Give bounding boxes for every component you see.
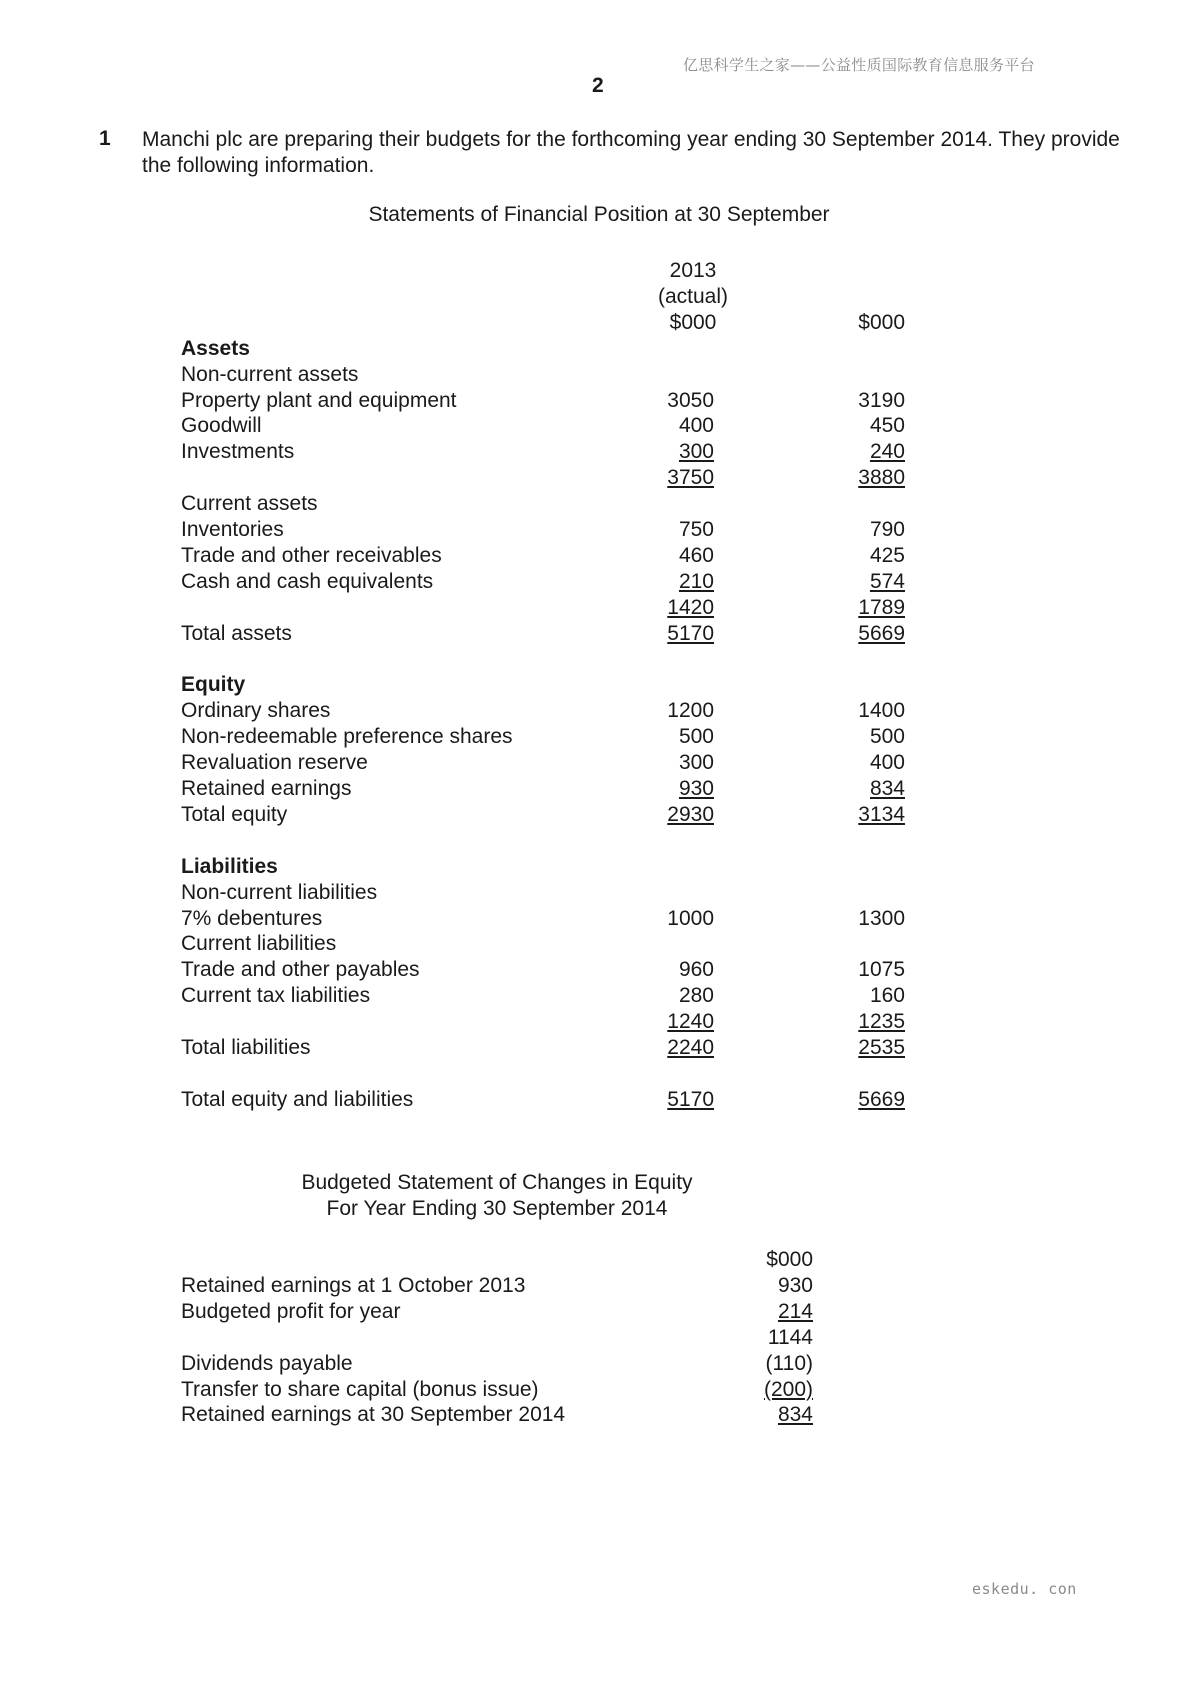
table-row — [0, 491, 1190, 517]
row-label: Current tax liabilities — [181, 984, 371, 1008]
row-label: Investments — [181, 440, 295, 464]
value-2014: 450 — [869, 414, 905, 438]
value-2014: 500 — [869, 725, 905, 749]
value-2014: 5669 — [858, 621, 905, 645]
row-label: Retained earnings at 30 September 2014 — [181, 1403, 566, 1427]
value-2014: 3134 — [858, 802, 905, 826]
row-label: Trade and other payables — [181, 958, 420, 982]
col-2013-heading: (actual) — [657, 284, 729, 308]
row-label: Equity — [181, 673, 246, 697]
row-label: Inventories — [181, 518, 284, 541]
value-2013: 210 — [678, 569, 714, 593]
row-label: Total equity and liabilities — [181, 1087, 414, 1111]
table-row — [0, 983, 1190, 1009]
row-value: 930 — [777, 1273, 813, 1297]
row-label: Cash and cash equivalents — [181, 569, 434, 593]
row-label: Liabilities — [181, 854, 278, 878]
value-2013: 400 — [678, 414, 714, 438]
value-2014: 1235 — [858, 1010, 905, 1034]
table-row — [0, 439, 1190, 465]
row-label: Total equity — [181, 802, 288, 826]
value-2013: 1240 — [667, 1010, 714, 1034]
sofp-header-row — [0, 258, 1190, 284]
value-2013: 930 — [678, 777, 714, 800]
value-2014: 1300 — [858, 906, 905, 930]
value-2014: 3880 — [858, 466, 905, 490]
value-2014: 1075 — [858, 958, 905, 982]
row-label: Property plant and equipment — [181, 388, 457, 412]
table-row — [0, 1299, 1190, 1325]
value-2013: 1200 — [667, 699, 714, 723]
table-row — [0, 776, 1190, 802]
value-2014: 5669 — [858, 1087, 905, 1111]
table-row — [0, 724, 1190, 750]
table-row — [0, 595, 1190, 621]
table-row — [0, 1009, 1190, 1035]
soce-title — [250, 1170, 744, 1222]
row-label: Assets — [181, 336, 250, 360]
table-row — [0, 1402, 1190, 1428]
soce-header-row — [0, 1247, 1190, 1273]
col-2013-heading: 2013 — [669, 259, 717, 282]
table-row — [0, 880, 1190, 906]
table-row — [0, 1061, 1190, 1087]
value-2013: 5170 — [667, 1087, 714, 1111]
table-row — [0, 621, 1190, 647]
table-row — [0, 1087, 1190, 1113]
value-2014: 834 — [869, 777, 905, 800]
value-2014: 790 — [869, 518, 905, 541]
row-label: Non-redeemable preference shares — [181, 725, 513, 749]
table-row — [0, 413, 1190, 439]
row-label: Total assets — [181, 621, 292, 645]
table-row — [0, 647, 1190, 673]
value-2014: 3190 — [858, 388, 905, 412]
value-2013: 5170 — [667, 621, 714, 645]
row-label: Revaluation reserve — [181, 751, 368, 775]
value-2013: 1000 — [667, 906, 714, 930]
value-2013: 750 — [678, 518, 714, 541]
table-row — [0, 957, 1190, 983]
table-row — [0, 931, 1190, 957]
value-2014: 160 — [869, 984, 905, 1008]
table-row — [0, 336, 1190, 362]
table-row — [0, 802, 1190, 828]
value-2013: 3750 — [667, 466, 714, 490]
value-2014: 574 — [869, 569, 905, 593]
value-2013: 960 — [678, 958, 714, 982]
question-intro: Manchi plc are preparing their budgets for the forthcoming year ending 30 September 2014. They provide the following information. — [142, 128, 1120, 177]
row-label: Retained earnings — [181, 777, 352, 800]
row-label: Non-current assets — [181, 362, 359, 386]
row-label: 7% debentures — [181, 906, 323, 930]
value-2013: 460 — [678, 543, 714, 567]
table-row — [0, 1351, 1190, 1377]
row-value: 834 — [777, 1403, 813, 1427]
value-2013: 1420 — [667, 595, 714, 619]
value-2013: 280 — [678, 984, 714, 1008]
row-label: Ordinary shares — [181, 699, 331, 723]
sofp-title: Statements of Financial Position at 30 September — [368, 203, 830, 226]
table-row — [0, 517, 1190, 543]
row-label: Non-current liabilities — [181, 880, 378, 904]
table-row — [0, 906, 1190, 932]
value-2014: 425 — [869, 543, 905, 567]
row-value: 1144 — [767, 1325, 813, 1349]
table-row — [0, 543, 1190, 569]
page-number: 2 — [592, 74, 604, 97]
row-value: 214 — [777, 1299, 813, 1323]
value-2013: 300 — [678, 751, 714, 775]
table-row — [0, 569, 1190, 595]
table-row — [0, 672, 1190, 698]
soce-col-heading: $000 — [766, 1248, 813, 1271]
row-label: Current liabilities — [181, 932, 337, 956]
table-row — [0, 1035, 1190, 1061]
question-number: 1 — [99, 127, 111, 150]
table-row — [0, 698, 1190, 724]
row-value: (110) — [765, 1351, 813, 1375]
row-label: Dividends payable — [181, 1351, 353, 1375]
table-row — [0, 1273, 1190, 1299]
row-label: Budgeted profit for year — [181, 1299, 401, 1323]
watermark-bottom: eskedu. con — [972, 1580, 1077, 1598]
watermark-top: 亿思科学生之家——公益性质国际教育信息服务平台 — [683, 56, 1035, 74]
table-row — [0, 388, 1190, 414]
sofp-header-row — [0, 284, 1190, 310]
table-row — [0, 750, 1190, 776]
table-row — [0, 828, 1190, 854]
col-2014-heading: $000 — [858, 310, 905, 334]
table-row — [0, 1325, 1190, 1351]
table-row — [0, 465, 1190, 491]
value-2014: 2535 — [858, 1036, 905, 1059]
row-label: Goodwill — [181, 414, 262, 438]
row-label: Transfer to share capital (bonus issue) — [181, 1377, 539, 1401]
value-2014: 1789 — [858, 595, 905, 619]
row-label: Trade and other receivables — [181, 543, 442, 567]
row-label: Total liabilities — [181, 1036, 311, 1059]
value-2014: 400 — [869, 751, 905, 775]
row-label: Current assets — [181, 492, 318, 516]
row-label: Retained earnings at 1 October 2013 — [181, 1273, 526, 1297]
soce-title-line1: Budgeted Statement of Changes in Equity — [301, 1171, 693, 1194]
value-2014: 1400 — [858, 699, 905, 723]
col-2013-heading: $000 — [669, 310, 717, 334]
table-row — [0, 854, 1190, 880]
value-2013: 300 — [678, 440, 714, 464]
table-row — [0, 1377, 1190, 1403]
value-2014: 240 — [869, 440, 905, 464]
row-value: (200) — [763, 1377, 813, 1401]
sofp-header-row — [0, 310, 1190, 336]
table-row — [0, 362, 1190, 388]
value-2013: 2930 — [667, 802, 714, 826]
value-2013: 2240 — [667, 1036, 714, 1059]
soce-title-line2: For Year Ending 30 September 2014 — [326, 1197, 668, 1220]
value-2013: 3050 — [667, 388, 714, 412]
value-2013: 500 — [678, 725, 714, 749]
